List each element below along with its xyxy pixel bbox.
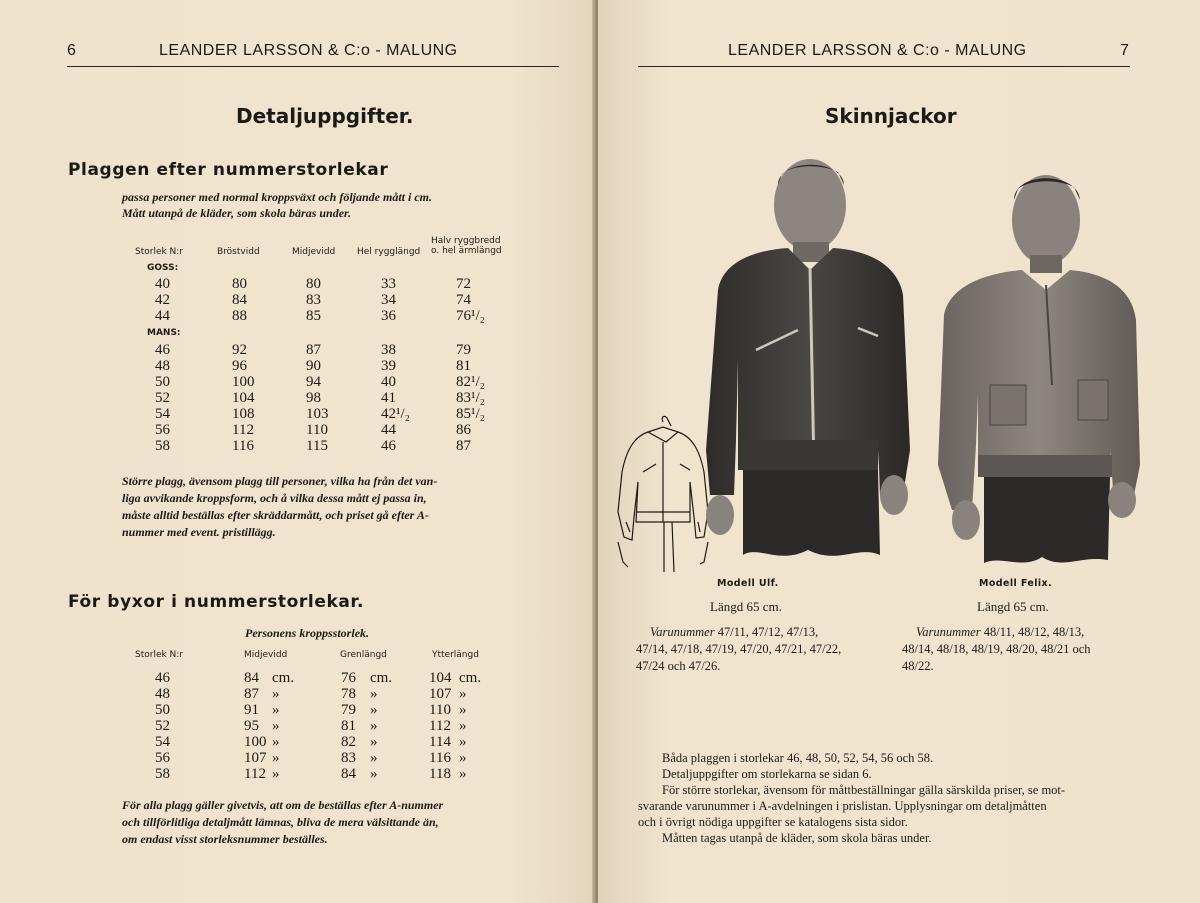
table-cell: 114 — [429, 734, 451, 750]
table-cell: 83¹/₂ — [456, 390, 485, 406]
note2-line2: och tillförlitliga detaljmått lämnas, bliva de mera välsittande än, — [122, 815, 439, 829]
table-cell: 110 — [429, 702, 451, 718]
table-cell: » — [370, 766, 378, 782]
table-cell: 33 — [381, 276, 396, 292]
model-ulf-vn-line2: 47/14, 47/18, 47/19, 47/20, 47/21, 47/22, — [636, 642, 842, 656]
note1-line2: liga avvikande kroppsform, och å vilka dessa mått ej passa in, — [122, 491, 427, 505]
left-page — [0, 0, 596, 903]
model-felix-name: Modell Felix. — [979, 578, 1053, 589]
table-cell: 56 — [155, 750, 170, 766]
table-cell: 83 — [306, 292, 321, 308]
note1-line4: nummer med event. pristillägg. — [122, 525, 276, 539]
table-cell: 81 — [341, 718, 356, 734]
table-cell: » — [459, 750, 467, 766]
table-cell: » — [370, 718, 378, 734]
left-running-header — [67, 40, 559, 67]
table-cell: 107 — [244, 750, 267, 766]
table-cell: 46 — [155, 670, 170, 686]
model-felix-vn-label: Varunummer — [916, 625, 981, 639]
table-cell: 87 — [306, 342, 321, 358]
table-cell: 76¹/₂ — [456, 308, 485, 324]
t1-header-size: Storlek N:r — [135, 247, 184, 257]
table-row — [0, 358, 596, 374]
section1-title: Plaggen efter nummerstorlekar — [68, 160, 389, 180]
model-ulf-photo — [698, 150, 918, 565]
model-ulf-length: Längd 65 cm. — [710, 599, 782, 614]
table-cell: 110 — [306, 422, 328, 438]
table-cell: 44 — [155, 308, 170, 324]
t2-header-size: Storlek N:r — [135, 650, 184, 660]
table-row — [0, 308, 596, 324]
t1-header-waist: Midjevidd — [292, 247, 336, 257]
table-row — [0, 422, 596, 438]
table-cell: 84 — [341, 766, 356, 782]
table-cell: 39 — [381, 358, 396, 374]
table-cell: 80 — [306, 276, 321, 292]
table-cell: » — [459, 766, 467, 782]
section2-subtitle: Personens kroppsstorlek. — [245, 626, 370, 640]
table-cell: 94 — [306, 374, 321, 390]
table-cell: 85 — [306, 308, 321, 324]
t1-header-sleeve: o. hel ärmlängd — [431, 246, 502, 256]
footer-line5: och i övrigt nödiga uppgifter se katalogens sista sidor. — [638, 815, 908, 829]
table-cell: 112 — [244, 766, 266, 782]
table-row — [0, 276, 596, 292]
table-row — [0, 438, 596, 454]
table-row — [0, 766, 596, 782]
table-cell: 100 — [232, 374, 255, 390]
table-cell: 116 — [232, 438, 254, 454]
table-row — [0, 718, 596, 734]
table-cell: 88 — [232, 308, 247, 324]
table-cell: 58 — [155, 438, 170, 454]
footer-line4: svarande varunummer i A-avdelningen i prislistan. Upplysningar om detaljmåtten — [638, 799, 1047, 813]
model-felix-vn-line3: 48/22. — [902, 659, 934, 673]
table-cell: 116 — [429, 750, 451, 766]
table-cell: » — [370, 734, 378, 750]
table-cell: » — [370, 702, 378, 718]
table-cell: » — [370, 686, 378, 702]
table-cell: » — [272, 734, 280, 750]
table-row — [0, 750, 596, 766]
right-running-header — [638, 40, 1130, 67]
table-cell: 104 — [429, 670, 452, 686]
table-cell: 92 — [232, 342, 247, 358]
table-cell: » — [370, 750, 378, 766]
model-felix-vn-line1: 48/11, 48/12, 48/13, — [983, 625, 1085, 639]
table-cell: 98 — [306, 390, 321, 406]
model-felix-article-numbers — [902, 624, 1091, 675]
table-cell: 50 — [155, 702, 170, 718]
table-cell: 90 — [306, 358, 321, 374]
table-cell: 107 — [429, 686, 452, 702]
table-cell: 50 — [155, 374, 170, 390]
table-row — [0, 406, 596, 422]
table-cell: 38 — [381, 342, 396, 358]
footer-notes — [638, 750, 1158, 846]
model-felix-vn-line2: 48/14, 48/18, 48/19, 48/20, 48/21 och — [902, 642, 1091, 656]
footer-line2: Detaljuppgifter om storlekarna se sidan 6. — [662, 767, 872, 781]
table-row — [0, 686, 596, 702]
table-row — [0, 390, 596, 406]
table-cell: 112 — [429, 718, 451, 734]
table-cell: 79 — [341, 702, 356, 718]
table-row — [0, 734, 596, 750]
page-title: Detaljuppgifter. — [236, 104, 414, 128]
table-cell: 112 — [232, 422, 254, 438]
table-cell: 52 — [155, 390, 170, 406]
section2-title: För byxor i nummerstorlekar. — [68, 592, 365, 612]
left-page-number: 6 — [67, 42, 77, 59]
model-felix-length: Längd 65 cm. — [977, 599, 1049, 614]
footer-line1: Båda plaggen i storlekar 46, 48, 50, 52, 54, 56 och 58. — [662, 751, 934, 765]
table-cell: 74 — [456, 292, 471, 308]
table-cell: 104 — [232, 390, 255, 406]
model-ulf-name: Modell Ulf. — [717, 578, 779, 589]
footer-line6: Måtten tagas utanpå de kläder, som skola bäras under. — [662, 831, 932, 845]
table-row — [0, 342, 596, 358]
table-cell: 84 — [244, 670, 259, 686]
table-cell: 54 — [155, 734, 170, 750]
note2-line3: om endast visst storleksnummer beställes. — [122, 832, 328, 846]
table-cell: cm. — [272, 670, 295, 686]
table-cell: » — [272, 702, 280, 718]
section1-intro-line1: passa personer med normal kroppsväxt och följande mått i cm. — [122, 190, 433, 204]
right-page-number: 7 — [1120, 42, 1130, 59]
table-cell: 82¹/₂ — [456, 374, 485, 390]
note2-line1: För alla plagg gäller givetvis, att om de beställas efter A-nummer — [122, 798, 444, 812]
t2-header-outseam: Ytterlängd — [432, 650, 479, 660]
table-cell: 82 — [341, 734, 356, 750]
table-cell: 79 — [456, 342, 471, 358]
table-cell: 72 — [456, 276, 471, 292]
table-cell: 95 — [244, 718, 259, 734]
table-row — [0, 702, 596, 718]
table-cell: 80 — [232, 276, 247, 292]
table-cell: 34 — [381, 292, 396, 308]
table-cell: 91 — [244, 702, 259, 718]
table-cell: 40 — [381, 374, 396, 390]
t2-header-inseam: Grenlängd — [340, 650, 387, 660]
table-cell: 81 — [456, 358, 471, 374]
table-cell: 85¹/₂ — [456, 406, 485, 422]
table-cell: 48 — [155, 686, 170, 702]
table-row — [0, 670, 596, 686]
table-cell: 76 — [341, 670, 356, 686]
table-cell: 44 — [381, 422, 396, 438]
table-cell: 100 — [244, 734, 267, 750]
table-cell: » — [272, 686, 280, 702]
section1-intro-line2: Mått utanpå de kläder, som skola bäras under. — [122, 206, 352, 220]
table-row — [0, 374, 596, 390]
table-row — [0, 292, 596, 308]
table-cell: » — [272, 750, 280, 766]
right-page-title: Skinnjackor — [825, 104, 957, 128]
table-cell: 103 — [306, 406, 329, 422]
table-cell: » — [459, 702, 467, 718]
table-cell: 56 — [155, 422, 170, 438]
table-cell: » — [272, 766, 280, 782]
table-cell: 83 — [341, 750, 356, 766]
right-page — [598, 0, 1200, 903]
note1-line1: Större plagg, ävensom plagg till personer, vilka ha från det van- — [122, 474, 438, 488]
table-cell: 87 — [456, 438, 471, 454]
left-header-title: LEANDER LARSSON & C:o - MALUNG — [159, 42, 458, 59]
t1-header-back-length: Hel rygglängd — [357, 247, 421, 257]
table-cell: 52 — [155, 718, 170, 734]
table-cell: 96 — [232, 358, 247, 374]
table-cell: 54 — [155, 406, 170, 422]
group-goss-label: GOSS: — [147, 263, 179, 273]
table-cell: 36 — [381, 308, 396, 324]
model-ulf-article-numbers — [636, 624, 841, 675]
table-cell: 87 — [244, 686, 259, 702]
footer-line3: För större storlekar, ävensom för måttbeställningar gälla särskilda priser, se mot- — [662, 783, 1066, 797]
table-cell: 42 — [155, 292, 170, 308]
table-cell: cm. — [370, 670, 393, 686]
t2-header-waist: Midjevidd — [244, 650, 288, 660]
note1-line3: måste alltid beställas efter skräddarmått, och priset gå efter A- — [122, 508, 429, 522]
model-ulf-vn-line3: 47/24 och 47/26. — [636, 659, 721, 673]
table-cell: 108 — [232, 406, 255, 422]
right-header-title: LEANDER LARSSON & C:o - MALUNG — [728, 42, 1027, 59]
model-ulf-vn-line1: 47/11, 47/12, 47/13, — [717, 625, 819, 639]
t1-header-chest: Bröstvidd — [217, 247, 260, 257]
table-cell: 84 — [232, 292, 247, 308]
table-cell: » — [272, 718, 280, 734]
table-cell: cm. — [459, 670, 482, 686]
model-felix-photo — [932, 165, 1142, 570]
table-cell: 41 — [381, 390, 396, 406]
table-cell: » — [459, 686, 467, 702]
table-cell: 78 — [341, 686, 356, 702]
table-cell: 86 — [456, 422, 471, 438]
t1-header-back-width: Halv ryggbredd — [431, 236, 501, 246]
table-cell: » — [459, 734, 467, 750]
table-cell: 46 — [381, 438, 396, 454]
table-cell: 115 — [306, 438, 328, 454]
table-cell: 48 — [155, 358, 170, 374]
table-cell: 42¹/₂ — [381, 406, 410, 422]
table-cell: » — [459, 718, 467, 734]
model-ulf-vn-label: Varunummer — [650, 625, 715, 639]
group-mans-label: MANS: — [147, 328, 181, 338]
table-cell: 118 — [429, 766, 451, 782]
table-cell: 58 — [155, 766, 170, 782]
table-cell: 40 — [155, 276, 170, 292]
table-cell: 46 — [155, 342, 170, 358]
